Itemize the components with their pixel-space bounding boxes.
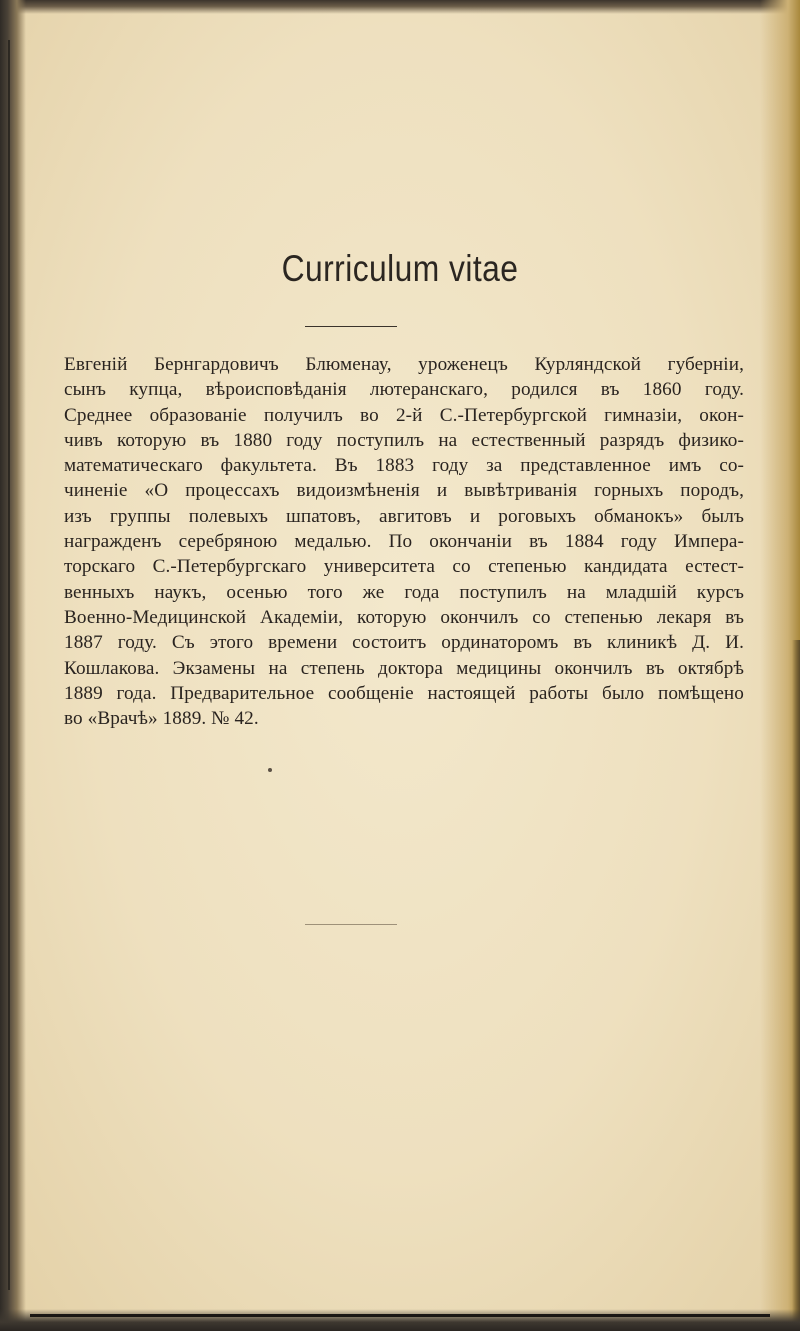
paragraph-line: чиненіе «О процессахъ видоизмѣненія и вывѣтриванія горныхъ породъ, bbox=[64, 480, 744, 502]
paragraph-line: 1887 году. Съ этого времени состоитъ ординаторомъ въ клиникѣ Д. И. bbox=[64, 632, 744, 654]
paragraph-line: торскаго С.-Петербургскаго университета со степенью кандидата естест- bbox=[64, 556, 744, 578]
biography-paragraph bbox=[64, 352, 744, 731]
paragraph-line: сынъ купца, вѣроисповѣданія лютеранскаго, родился въ 1860 году. bbox=[64, 379, 744, 401]
paragraph-line-last: во «Врачѣ» 1889. № 42. bbox=[64, 708, 259, 730]
paragraph-line: изъ группы полевыхъ шпатовъ, авгитовъ и роговыхъ обманокъ» былъ bbox=[64, 505, 744, 527]
paragraph-line: Среднее образованіе получилъ во 2-й С.-Петербургской гимназіи, окон- bbox=[64, 404, 744, 426]
paragraph-line: Евгеній Бернгардовичъ Блюменау, уроженецъ Курляндской губерніи, bbox=[64, 354, 744, 375]
paragraph-line: награжденъ серебряною медалью. По окончаніи въ 1884 году Импера- bbox=[64, 531, 744, 553]
page-bottom-edge bbox=[0, 1309, 800, 1331]
page-title: Curriculum vitae bbox=[281, 248, 519, 289]
title-divider bbox=[305, 326, 397, 327]
paragraph-line: Военно-Медицинской Академіи, которую окончилъ со степенью лекаря въ bbox=[64, 606, 744, 628]
page-bottom-line bbox=[30, 1314, 770, 1317]
paragraph-line: 1889 года. Предварительное сообщеніе настоящей работы было помѣщено bbox=[64, 682, 744, 704]
paragraph-line: чивъ которую въ 1880 году поступилъ на естественный разрядъ физико- bbox=[64, 429, 744, 451]
page-top-edge bbox=[0, 0, 800, 14]
bottom-divider bbox=[305, 924, 397, 925]
paragraph-line: Кошлакова. Экзамены на степень доктора медицины окончилъ въ октябрѣ bbox=[64, 657, 744, 679]
paragraph-line: математическаго факультета. Въ 1883 году за представленное имъ со- bbox=[64, 455, 744, 477]
binding-shadow-line bbox=[8, 40, 10, 1290]
page-right-shadow bbox=[792, 640, 800, 1330]
paragraph-line: венныхъ наукъ, осенью того же года поступилъ на младшій курсъ bbox=[64, 581, 744, 603]
binding-gutter bbox=[0, 0, 26, 1331]
ink-speck bbox=[268, 768, 272, 772]
